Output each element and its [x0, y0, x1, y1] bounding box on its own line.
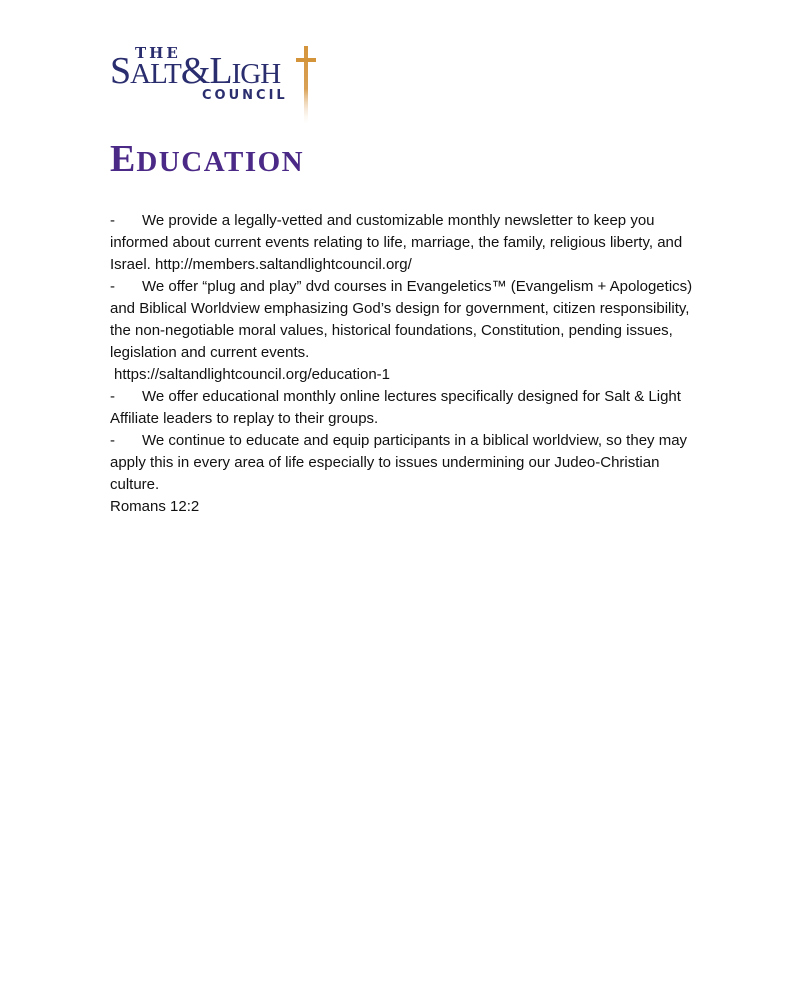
logo-s: S — [110, 50, 131, 92]
list-bullet: - — [110, 388, 115, 405]
scripture-reference: Romans 12:2 — [110, 498, 200, 515]
list-item — [110, 276, 700, 364]
list-item-text: We continue to educate and equip participants in a biblical worldview, so they may apply this in every area of life especially to issues undermining our Judeo-Christian culture. — [110, 432, 688, 493]
list-bullet: - — [110, 278, 115, 295]
page-title-initial: E — [110, 138, 137, 180]
logo-council: COUNCIL — [202, 88, 288, 103]
list-item — [110, 430, 700, 496]
document-page — [110, 44, 700, 518]
logo-wordmark — [110, 52, 280, 90]
list-item-text: We offer educational monthly online lectures specifically designed for Salt & Light Affiliate leaders to replay to their groups. — [110, 388, 681, 427]
education-link[interactable]: https://saltandlightcouncil.org/education-1 — [114, 366, 391, 383]
logo-l: L — [209, 50, 232, 92]
logo-amp: & — [180, 50, 210, 92]
logo-igh: IGH — [231, 58, 281, 90]
logo-the: THE — [135, 44, 181, 62]
list-item — [110, 210, 700, 276]
list-bullet: - — [110, 432, 115, 449]
logo-alt: ALT — [130, 58, 181, 90]
list-item-text: We offer “plug and play” dvd courses in Evangeletics™ (Evangelism + Apologetics) and Biblical Worldview emphasizing God’s design for government, citizen responsibility, the non-negotiable moral values, historical foundations, Constitution, pending issues, legislation and current events. — [110, 278, 693, 361]
salt-and-light-logo — [110, 44, 330, 126]
page-title — [110, 140, 700, 184]
cross-icon — [294, 46, 318, 124]
education-content — [110, 210, 700, 518]
page-title-rest: DUCATION — [136, 146, 305, 178]
list-item-text: We provide a legally-vetted and customizable monthly newsletter to keep you informed about current events relating to life, marriage, the family, religious liberty, and Israel. http://members.saltandlightcouncil.org/ — [110, 212, 683, 273]
list-bullet: - — [110, 212, 115, 229]
list-item — [110, 386, 700, 430]
